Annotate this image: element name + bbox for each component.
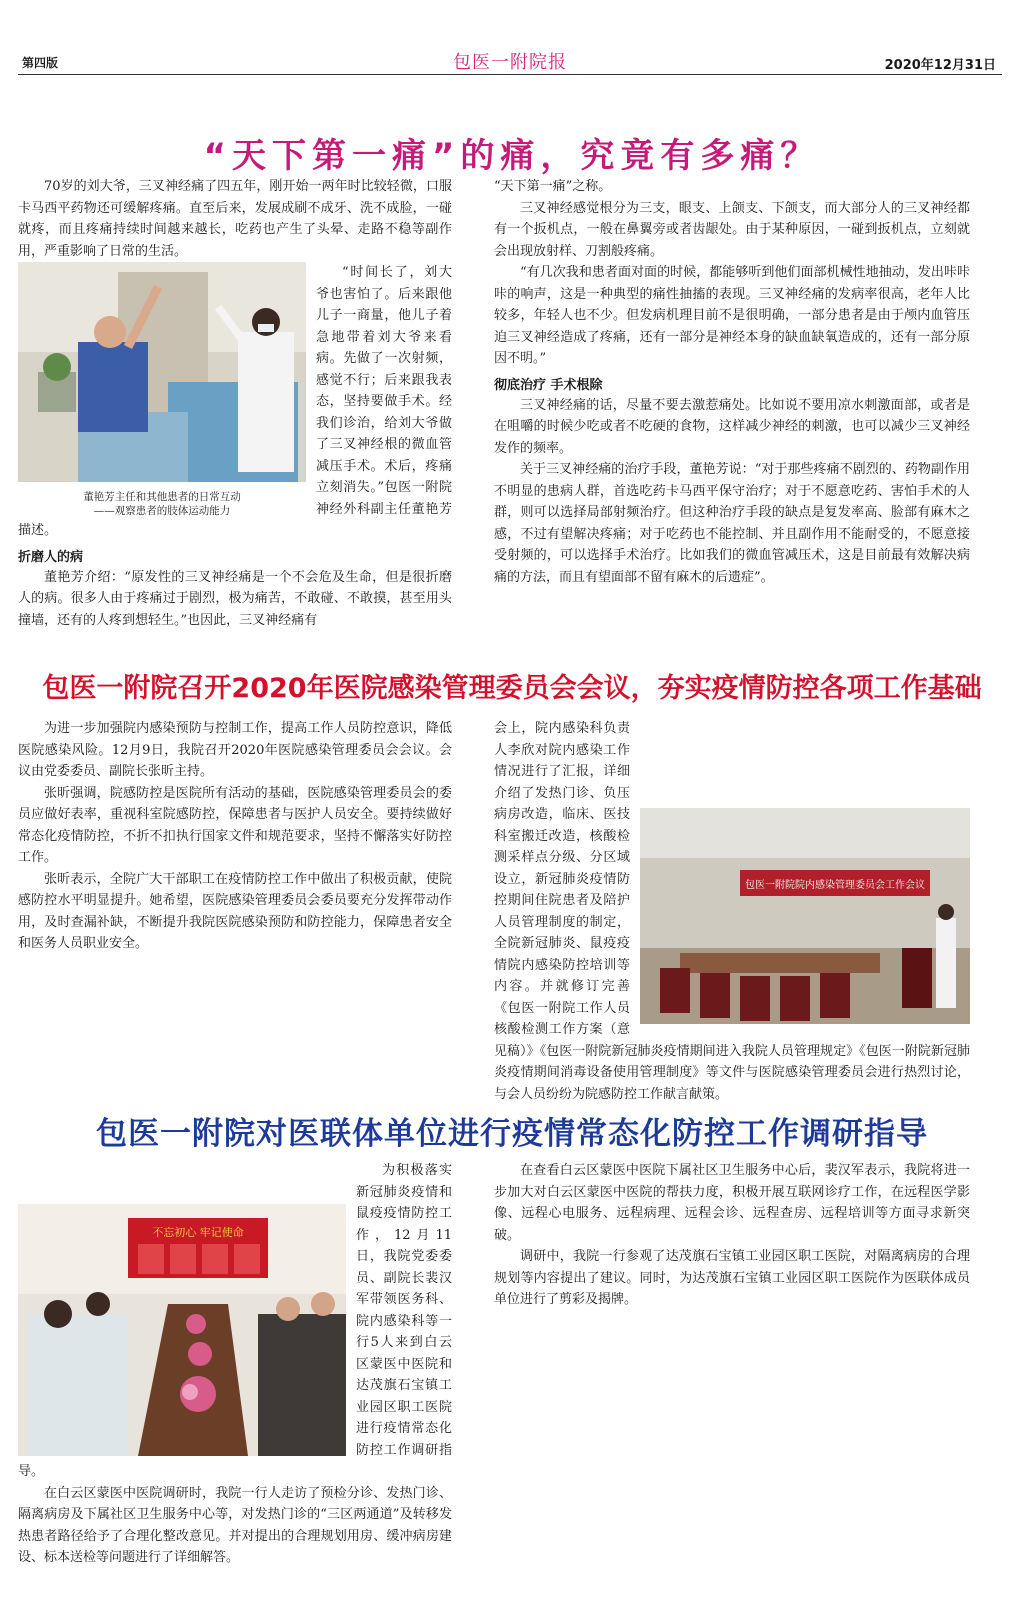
article1-paragraph: “时间长了，刘大爷也害怕了。后来跟他儿子一商量，他儿子着急地带着刘大爷来看病。先做了一次射频，感觉不行；后来跟我表态，坚持要做手术。经我们诊治，给刘大爷做了三叉神经根的微血管减压手术。术后，疼痛立刻消失。”包医一附院神经外科副主任董艳芳描述。: [18, 265, 452, 538]
issue-date: 2020年12月31日: [884, 58, 996, 73]
article3-paragraph: 在白云区蒙医中医院调研时，我院一行人走访了预检分诊、发热门诊、隔离病房及下属社区卫生服务中心等，对发热门诊的“三区两通道”及转移发热患者路径给予了合理化整改意见。并对提出的合理规划用房、缓冲病房建设、标本送检等问题进行了详细解答。: [18, 1485, 452, 1565]
article1-subheading: 彻底治疗 手术根除: [494, 377, 603, 393]
article1-paragraph: 关于三叉神经痛的治疗手段，董艳芳说：“对于那些疼痛不剧烈的、药物副作用不明显的患病人群，首选吃药卡马西平保守治疗；对于不愿意吃药、害怕手术的人群，则可以选择局部射频治疗。但这种治疗手段的缺点是复发率高、脸部有麻木之感，不过有望解决疼痛；对于吃药也不能控制、并且副作用不能耐受的，不愿意接受射频的，可以选择手术治疗。比如我们的微血管减压术，这是目前最有效解决病痛的方法，而且有望面部不留有麻木的后遗症”。: [494, 462, 970, 585]
meeting-photo: [640, 808, 970, 1024]
article1-left-column: [18, 176, 452, 631]
photo-caption: [18, 490, 306, 518]
conference-room-photo: [18, 1204, 346, 1456]
article3-paragraph: 为积极落实新冠肺炎疫情和鼠疫疫情防控工作，12月11日，我院党委委员、副院长裴汉军带领医务科、院内感染科等一行5人来到白云区蒙医中医院和达茂旗石宝镇工业园区职工医院进行疫情常态化防控工作调研指导。: [18, 1163, 452, 1479]
article3-left-column: [18, 1160, 452, 1569]
article1-paragraph: 70岁的刘大爷，三叉神经痛了四五年，刚开始一两年时比较轻微，口服卡马西平药物还可缓解疼痛。直至后来，发展成刷不成牙、洗不成脸，一碰就疼，而且疼痛持续时间越来越长，吃药也产生了头晕、走路不稳等副作用，严重影响了日常的生活。: [18, 179, 452, 259]
article1-paragraph: “有几次我和患者面对面的时候，都能够听到他们面部机械性地抽动，发出咔咔咔的响声，这是一种典型的痛性抽搐的表现。三叉神经痛的发病率很高，老年人比较多，年轻人也不少。但发病机理目前不是很明确，一部分患者是由于颅内血管压迫三叉神经造成了疼痛，还有一部分是神经本身的缺血缺氧造成的，还有一部分原因不明。”: [494, 265, 970, 366]
newspaper-name: 包医一附院报: [453, 52, 567, 73]
section-label: 第四版: [22, 56, 59, 70]
page-header: [18, 52, 1002, 75]
article1-paragraph: “天下第一痛”之称。: [494, 179, 612, 194]
article1-paragraph: 三叉神经感觉根分为三支，眼支、上颌支、下颌支，而大部分人的三叉神经都有一个扳机点，一般在鼻翼旁或者齿龈处。由于某种原因，一碰到扳机点，立刻就会出现放射样、刀割般疼痛。: [494, 200, 970, 259]
article3-right-column: [494, 1160, 970, 1311]
article2-paragraph: 张昕表示，全院广大干部职工在疫情防控工作中做出了积极贡献，使院感防控水平明显提升。她希望，医院感染管理委员会委员要充分发挥带动作用，及时查漏补缺，不断提升我院医院感染预防和防控能力，保障患者安全和医务人员职业安全。: [18, 871, 452, 951]
caption-line1: 董艳芳主任和其他患者的日常互动: [83, 490, 241, 503]
article2-right-column: [494, 718, 970, 1105]
article3-paragraph: 调研中，我院一行参观了达茂旗石宝镇工业园区职工医院，对隔离病房的合理规划等内容提出了建议。同时，为达茂旗石宝镇工业园区职工医院作为医联体成员单位进行了剪彩及揭牌。: [494, 1249, 970, 1307]
article2-title: 包医一附院召开2020年医院感染管理委员会会议，夯实疫情防控各项工作基础: [42, 673, 982, 704]
article2-paragraph: 张昕强调，院感防控是医院所有活动的基础，医院感染管理委员会的委员应做好表率，重视科室院感防控，保障患者与医护人员安全。要持续做好常态化疫情防控，不折不扣执行国家文件和规范要求，坚持不懈落实好防控工作。: [18, 785, 452, 865]
article1-title: “天下第一痛”的痛，究竟有多痛？: [203, 136, 821, 176]
article2-paragraph: 会上，院内感染科负责人李欣对院内感染工作情况进行了汇报，详细介绍了发热门诊、负压病房改造，临床、医技科室搬迁改造，核酸检测采样点分级、分区域设立，新冠肺炎疫情防控期间住院患者及陪护人员管理制度的制定，全院新冠肺炎、鼠疫疫情院内感染防控培训等内容。并就修订完善《包医一附院工作人员核酸检测工作方案（意见稿）》《包医一附院新冠肺炎疫情期间进入我院人员管理规定》《包医一附院新冠肺炎疫情期间消毒设备使用管理制度》等文件与医院感染管理委员会进行热烈讨论，与会人员纷纷为院感防控工作献言献策。: [494, 721, 970, 1102]
meeting-banner-text: 包医一附院院内感染管理委员会工作会议: [745, 880, 925, 891]
article2-left-column: [18, 718, 452, 955]
wall-slogan-text: 不忘初心 牢记使命: [152, 1226, 244, 1239]
article3-title: 包医一附院对医联体单位进行疫情常态化防控工作调研指导: [96, 1116, 928, 1152]
doctor-patient-photo: [18, 262, 306, 482]
article1-subheading: 折磨人的病: [18, 549, 84, 565]
article1-photo-block: [18, 262, 306, 517]
caption-line2: ——观察患者的肢体运动能力: [93, 504, 231, 517]
article2-paragraph: 为进一步加强院内感染预防与控制工作，提高工作人员防控意识，降低医院感染风险。12月9日，我院召开2020年医院感染管理委员会会议。会议由党委委员、副院长张昕主持。: [18, 721, 452, 779]
article3-paragraph: 在查看白云区蒙医中医院下属社区卫生服务中心后，裴汉军表示，我院将进一步加大对白云区蒙医中医院的帮扶力度，积极开展互联网诊疗工作，在远程医学影像、远程心电服务、远程病理、远程会诊、远程查房、远程培训等方面寻求新突破。: [494, 1163, 970, 1243]
visit-photo-block: [18, 1204, 346, 1456]
article1-right-column: [494, 176, 970, 588]
meeting-photo-block: [640, 808, 970, 1024]
article1-paragraph: 董艳芳介绍：“原发性的三叉神经痛是一个不会危及生命，但是很折磨人的病。很多人由于疼痛过于剧烈，极为痛苦，不敢碰、不敢摸，甚至用头撞墙，还有的人疼到想轻生。”也因此，三叉神经痛有: [18, 569, 452, 628]
article1-paragraph: 三叉神经痛的话，尽量不要去激惹痛处。比如说不要用凉水刺激面部，或者是在咀嚼的时候少吃或者不吃硬的食物，这样减少神经的刺激，也可以减少三叉神经发作的频率。: [494, 397, 970, 456]
